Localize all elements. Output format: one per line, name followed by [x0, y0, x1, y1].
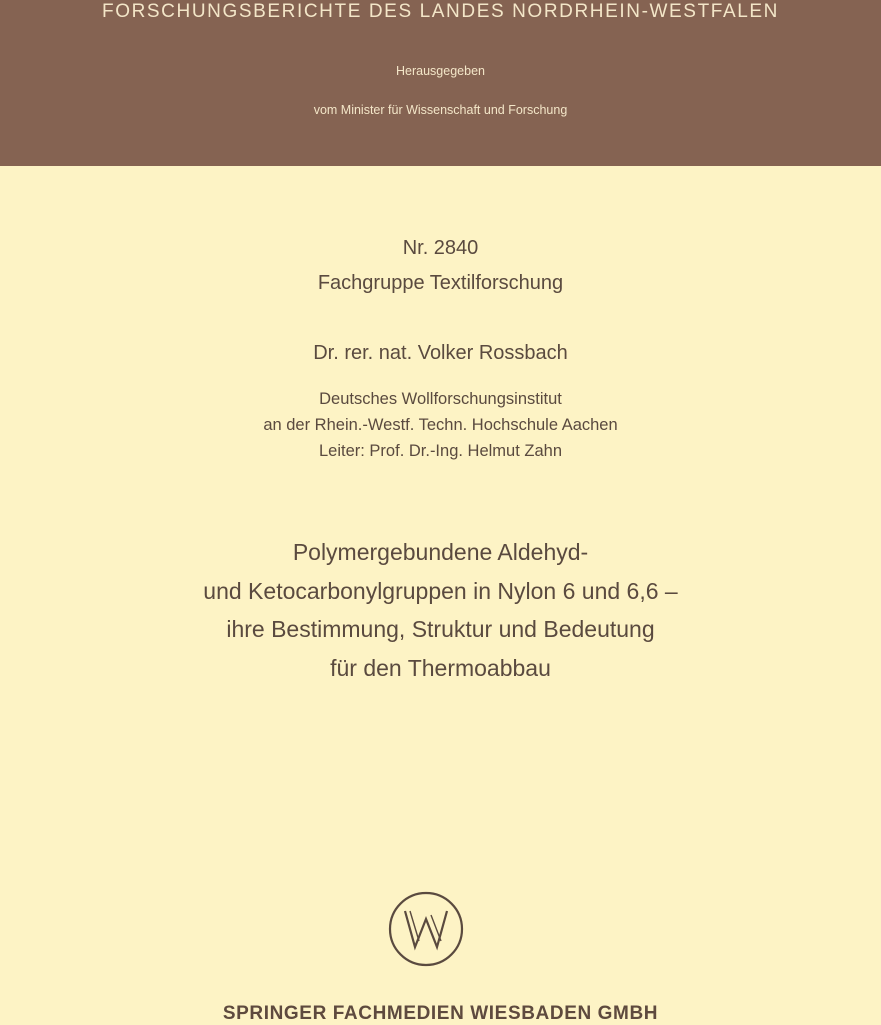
report-number: Nr. 2840: [402, 237, 479, 259]
title-line: für den Thermoabbau: [330, 654, 551, 681]
publisher-label: Herausgegeben: [396, 64, 485, 78]
imprint: SPRINGER FACHMEDIEN WIESBADEN GMBH: [222, 1003, 659, 1024]
book-title: [0, 533, 881, 687]
series-title: FORSCHUNGSBERICHTE DES LANDES NORDRHEIN-WESTFALEN: [102, 1, 779, 22]
title-line: ihre Bestimmung, Struktur und Bedeutung: [226, 616, 655, 642]
institute-line: Leiter: Prof. Dr.-Ing. Helmut Zahn: [318, 442, 562, 460]
title-line: Polymergebundene Aldehyd-: [292, 539, 589, 565]
publisher-w-logo-icon: [386, 889, 466, 969]
institute-line: Deutsches Wollforschungsinstitut: [319, 390, 562, 408]
report-group: Fachgruppe Textilforschung: [317, 272, 564, 294]
header-band: [0, 0, 881, 166]
author-name: Dr. rer. nat. Volker Rossbach: [313, 342, 568, 364]
title-line: und Ketocarbonylgruppen in Nylon 6 und 6,6 –: [203, 577, 678, 604]
publisher-name: vom Minister für Wissenschaft und Forschung: [313, 103, 568, 117]
institute-line: an der Rhein.-Westf. Techn. Hochschule Aachen: [263, 416, 618, 434]
author-institute: [0, 386, 881, 464]
